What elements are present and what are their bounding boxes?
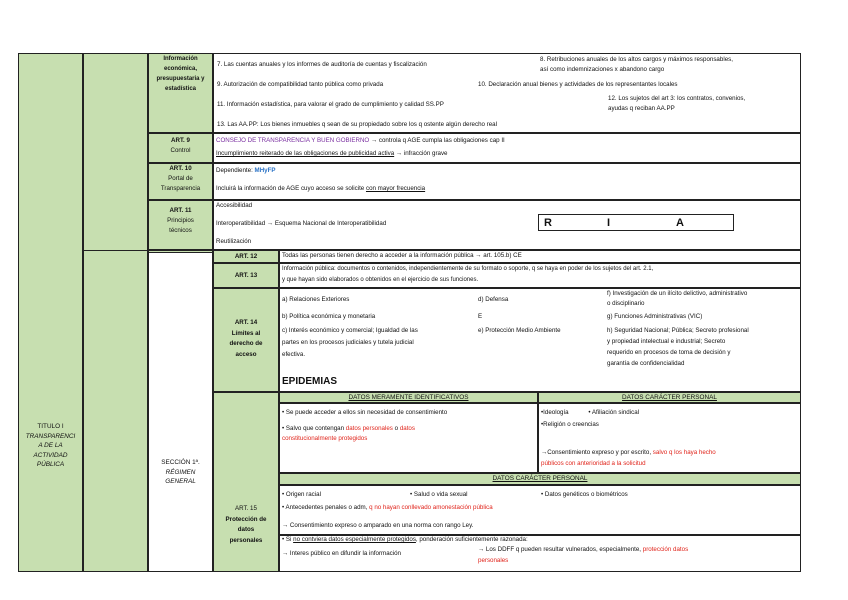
info-item-8a: 8. Retribuciones anuales de los altos cargos y máximos responsables, <box>540 56 733 63</box>
art12-label: ART. 12 <box>234 253 258 260</box>
art13-text2: y que hayan sido elaborados o obtenidos en el ejercicio de sus funciones. <box>282 277 479 283</box>
datos-geneticos: • Datos genéticos o biométricos <box>541 491 628 498</box>
pers-ideologia: •Ideología <box>541 409 569 416</box>
ident-line1: • Se puede acceder a ellos sin necesidad de consentimiento <box>282 409 448 416</box>
info-eco-label-line: económica, <box>163 66 197 72</box>
info-eco-label-line: estadística <box>164 86 197 92</box>
limit-h1: h) Seguridad Nacional; Pública; Secreto profesional <box>607 327 749 334</box>
info-eco-label-line: Información <box>163 56 198 62</box>
limit-h4: garantía de confidencialidad <box>607 360 685 367</box>
art9-council-line <box>216 136 505 146</box>
art9-label-line: Control <box>170 147 191 154</box>
limit-f2: o disciplinario <box>607 300 645 307</box>
breach-rest: → infracción grave <box>395 150 448 157</box>
ria-box <box>538 214 734 231</box>
si-no-line <box>282 535 528 545</box>
si-no-text: • Si <box>282 536 292 543</box>
art11-label-line: ART. 11 <box>169 207 192 214</box>
ddff-line <box>478 545 688 555</box>
principle-accessibility: Accesibilidad <box>216 202 253 209</box>
pers-afiliacion: • Afiliación sindical <box>588 409 640 416</box>
limit-f1: f) Investigación de un ilícito delictivo, administrativo <box>607 290 748 297</box>
pers-consent: →Consentimiento expreso y por escrito, <box>541 449 652 456</box>
ddff-red-line2: personales <box>478 557 509 564</box>
limit-c3: efectiva. <box>282 351 306 358</box>
pers-consent-red: salvo q los haya hecho <box>652 449 716 456</box>
limit-g: g) Funciones Administrativas (VIC) <box>607 313 703 320</box>
art15-label <box>213 504 279 546</box>
section-line: SECCIÓN 1ª. <box>161 459 200 466</box>
limit-c1: c) Interés económico y comercial; Igualdad de las <box>282 327 418 334</box>
info-item-8b: así como indemnizaciones x abandono cargo <box>540 66 665 73</box>
antecedentes-text: • Antecedentes penales o adm, <box>282 504 368 511</box>
ident-line2 <box>282 424 415 434</box>
art14-label-line: derecho de <box>229 340 263 347</box>
title-line: PÚBLICA <box>36 461 65 469</box>
title-line: TRANSPARENCI <box>25 432 76 440</box>
info-item-12a: 12. Los sujetos del art 3: los contratos, convenios, <box>608 95 746 102</box>
personal-line2: •Religión o creencias <box>541 421 599 428</box>
info-item-7: 7. Las cuentas anuales y los informes de auditoría de cuentas y fiscalización <box>217 61 427 68</box>
principle-reuse: Reutilización <box>216 238 252 245</box>
ident-2c: o <box>394 425 399 432</box>
art15-label-line: ART. 15 <box>235 505 257 512</box>
ident-line3: constitucionalmente protegidos <box>282 435 368 442</box>
section-line: GENERAL <box>165 478 196 486</box>
info-item-11: 11. Información estadística, para valorar el grado de cumplimiento y calidad SS.PP <box>217 101 444 108</box>
origen-racial: • Origen racial <box>282 491 321 498</box>
breach-text: Incumplimiento reiterado de las obligaciones de publicidad activa <box>216 150 395 157</box>
ria-letter-r: R <box>544 217 552 229</box>
antecedentes-line <box>282 503 493 513</box>
art9-breach-line <box>216 149 448 159</box>
art10-content <box>213 163 801 200</box>
dependent-value: MHyFP <box>254 167 276 174</box>
include-text: Incluirá la información de AGE cuyo acceso se solicite <box>216 185 365 192</box>
art10-include-line <box>216 184 425 194</box>
art10-label-line: Transparencia <box>160 185 201 192</box>
art11-label-line: Principios <box>167 217 194 224</box>
ddff-red: protección datos <box>642 546 689 553</box>
ident-2b: datos personales <box>345 425 393 432</box>
art11-label <box>148 206 213 236</box>
art13-label: ART. 13 <box>234 272 258 279</box>
art15-label-line: personales <box>229 536 263 544</box>
art9-label-line: ART. 9 <box>171 137 190 144</box>
art14-label-line: acceso <box>235 350 257 358</box>
art12-text: Todas las personas tienen derecho a acceder a la información pública → art. 105.b) CE <box>282 252 522 259</box>
section-column-bottom <box>148 250 213 572</box>
ddff-text: → Los DDFF q pueden resultar vulnerados, especialmente, <box>478 546 642 553</box>
art14-label <box>213 318 279 360</box>
art15-label-line: datos <box>237 526 255 533</box>
antecedentes-red: q no hayan conllevado amonestación pública <box>369 504 493 511</box>
header-caracter-personal: DATOS CARÁCTER PERSONAL <box>538 392 801 403</box>
ident-2d: datos <box>399 425 415 432</box>
ident-2a: • Salvo que contengan <box>282 425 345 432</box>
art14-label-line: Límites al <box>231 329 261 337</box>
si-no-rest: , ponderación suficientemente razonada: <box>415 536 528 543</box>
art11-label-line: técnicos <box>169 227 192 234</box>
section-label <box>148 458 213 487</box>
limit-e: e) Protección Medio Ambiente <box>478 327 561 334</box>
header-caracter-personal-2: DATOS CARÁCTER PERSONAL <box>279 473 801 485</box>
info-item-10: 10. Declaración anual bienes y actividades de los representantes locales <box>478 81 678 88</box>
limit-h3: requerido en procesos de toma de decisión y <box>607 349 731 356</box>
limit-d: d) Defensa <box>478 296 509 303</box>
title-line: TITULO I <box>37 423 64 430</box>
principle-interoperability: Interoperatibilidad → Esquema Nacional de Interoperatibilidad <box>216 220 387 227</box>
section-divider-strip <box>83 250 148 572</box>
council-name: CONSEJO DE TRANSPARENCIA Y BUEN GOBIERNO <box>216 137 370 144</box>
info-eco-label-line: presupuestaria y <box>156 76 205 82</box>
salud-vida: • Salud o vida sexual <box>410 491 468 498</box>
art15-label-line: Protección de <box>225 515 267 523</box>
header-identificativos: DATOS MERAMENTE IDENTIFICATIVOS <box>279 392 538 403</box>
section-line: RÉGIMEN <box>165 468 196 476</box>
limit-c2: partes en los procesos judiciales y tutela judicial <box>282 339 414 346</box>
limit-b: b) Política económica y monetaria <box>282 313 376 320</box>
personal-line3 <box>541 448 716 458</box>
title-column <box>18 53 83 572</box>
personal-line1 <box>541 408 639 418</box>
epidemias-label: EPIDEMIAS <box>282 376 338 387</box>
include-underlined: con mayor frecuencia <box>365 185 426 192</box>
info-item-9: 9. Autorización de compatibilidad tanto pública como privada <box>217 81 384 88</box>
info-item-12b: ayudas q reciban AA.PP <box>608 105 675 112</box>
title-block <box>18 422 83 470</box>
limit-h2: y propiedad intelectual e industrial; Secreto <box>607 338 726 345</box>
info-item-13: 13. Las AA.PP: Los bienes inmuebles q sean de su propiedado sobre los q ostente algún derecho real <box>217 121 498 128</box>
art9-label <box>148 136 213 156</box>
dependent-label: Dependiente: <box>216 167 253 174</box>
interes-line: → Interes público en difundir la información <box>282 550 402 557</box>
title-line: A DE LA <box>38 442 63 450</box>
council-rest: → controla q AGE cumpla las obligaciones cap II <box>370 137 505 144</box>
art10-label <box>148 164 213 194</box>
art10-label-line: ART. 10 <box>169 165 192 172</box>
art14-label-line: ART. 14 <box>234 319 258 326</box>
ria-letter-i: I <box>607 217 611 229</box>
art10-label-line: Portal de <box>168 175 193 182</box>
si-no-underlined: no contviera datos especialmente protegidos <box>293 536 416 543</box>
title-line: ACTIVIDAD <box>33 451 68 459</box>
ria-letter-a: A <box>676 217 684 229</box>
limit-a: a) Relaciones Exteriores <box>282 296 350 303</box>
art13-text1: Información pública: documentos o contenidos, independientemente de su formato o soporte, q se haya en poder de los sujetos del art. 2.1, <box>282 266 654 272</box>
limit-e-letter: E <box>478 313 483 320</box>
info-eco-label <box>148 54 213 94</box>
personal-line4: públicos con anterioridad a la solicitud <box>541 460 646 467</box>
consent-line: → Consentimiento expreso o amparado en una norma con rango Ley. <box>282 522 474 529</box>
art10-dependent-line <box>216 166 276 176</box>
